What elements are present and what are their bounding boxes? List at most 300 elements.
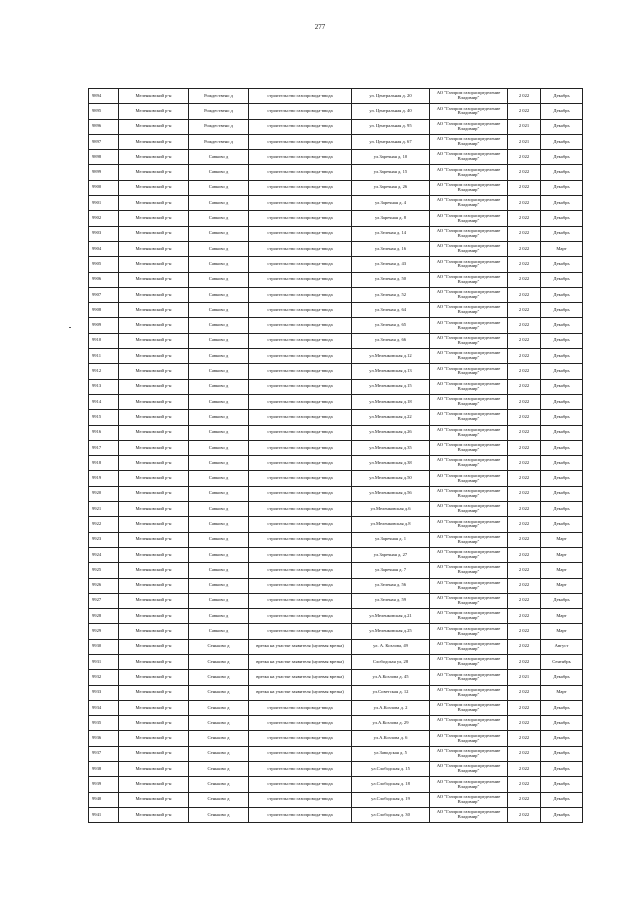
month-cell: Декабрь (541, 700, 583, 715)
locality-cell: Савково д (189, 364, 249, 379)
year-cell: 2 022 (508, 486, 541, 501)
locality-cell: Савково д (189, 624, 249, 639)
district-cell: Меленковский р-н (119, 349, 189, 364)
row-number: 9928 (89, 609, 119, 624)
district-cell: Меленковский р-н (119, 104, 189, 119)
locality-cell: Савково д (189, 303, 249, 318)
month-cell: Март (541, 547, 583, 562)
table-row (89, 150, 583, 165)
month-cell: Декабрь (541, 165, 583, 180)
year-cell: 2 022 (508, 731, 541, 746)
table-row (89, 731, 583, 746)
organization-cell: АО "Газпром газораспределение Владимир" (430, 593, 508, 608)
table-row (89, 349, 583, 364)
address-cell: ул.Заречная д. 27 (352, 547, 430, 562)
table-row (89, 104, 583, 119)
locality-cell: Сеньково д (189, 700, 249, 715)
row-number: 9940 (89, 792, 119, 807)
year-cell: 2 022 (508, 654, 541, 669)
organization-cell: АО "Газпром газораспределение Владимир" (430, 180, 508, 195)
work-type-cell: строительство газопровода-ввода (249, 517, 352, 532)
address-cell: ул.Слободская д. 15 (352, 762, 430, 777)
month-cell: Декабрь (541, 517, 583, 532)
locality-cell: Савково д (189, 180, 249, 195)
address-cell: ул.Заречная д. 8 (352, 211, 430, 226)
organization-cell: АО "Газпром газораспределение Владимир" (430, 670, 508, 685)
month-cell: Декабрь (541, 746, 583, 761)
table-row (89, 257, 583, 272)
organization-cell: АО "Газпром газораспределение Владимир" (430, 318, 508, 333)
work-type-cell: строительство газопровода-ввода (249, 578, 352, 593)
month-cell: Март (541, 241, 583, 256)
organization-cell: АО "Газпром газораспределение Владимир" (430, 792, 508, 807)
work-type-cell: строительство газопровода-ввода (249, 502, 352, 517)
table-row (89, 517, 583, 532)
address-cell: ул.Заречная д. 7 (352, 563, 430, 578)
address-cell: ул.Меленковская д.35 (352, 440, 430, 455)
year-cell: 2 022 (508, 333, 541, 348)
district-cell: Меленковский р-н (119, 486, 189, 501)
row-number: 9900 (89, 180, 119, 195)
table-row (89, 532, 583, 547)
district-cell: Меленковский р-н (119, 303, 189, 318)
locality-cell: Савково д (189, 226, 249, 241)
table-row (89, 226, 583, 241)
locality-cell: Савково д (189, 471, 249, 486)
month-cell: Декабрь (541, 150, 583, 165)
address-cell: ул.Заречная д. 10 (352, 150, 430, 165)
locality-cell: Савково д (189, 150, 249, 165)
district-cell: Меленковский р-н (119, 272, 189, 287)
table-row (89, 196, 583, 211)
work-type-cell: строительство газопровода-ввода (249, 303, 352, 318)
table-row (89, 318, 583, 333)
address-cell: ул.Меленковская д.38 (352, 456, 430, 471)
table-row (89, 456, 583, 471)
table-row (89, 119, 583, 134)
month-cell: Декабрь (541, 180, 583, 195)
locality-cell: Савково д (189, 394, 249, 409)
address-cell: ул.Меленковская д.25 (352, 624, 430, 639)
month-cell: Декабрь (541, 196, 583, 211)
address-cell: ул.Заречная д. 1 (352, 532, 430, 547)
month-cell: Март (541, 578, 583, 593)
district-cell: Меленковский р-н (119, 807, 189, 822)
organization-cell: АО "Газпром газораспределение Владимир" (430, 517, 508, 532)
organization-cell: АО "Газпром газораспределение Владимир" (430, 287, 508, 302)
district-cell: Меленковский р-н (119, 196, 189, 211)
work-type-cell: строительство газопровода-ввода (249, 364, 352, 379)
row-number: 9938 (89, 762, 119, 777)
locality-cell: Сеньково д (189, 746, 249, 761)
address-cell: ул.Заводская д. 5 (352, 746, 430, 761)
work-type-cell: строительство газопровода-ввода (249, 287, 352, 302)
district-cell: Меленковский р-н (119, 762, 189, 777)
month-cell: Декабрь (541, 716, 583, 731)
month-cell: Декабрь (541, 272, 583, 287)
row-number: 9910 (89, 333, 119, 348)
organization-cell: АО "Газпром газораспределение Владимир" (430, 272, 508, 287)
address-cell: ул.Меленковская д.50 (352, 471, 430, 486)
row-number: 9917 (89, 440, 119, 455)
year-cell: 2 022 (508, 318, 541, 333)
row-number: 9912 (89, 364, 119, 379)
row-number: 9932 (89, 670, 119, 685)
work-type-cell: строительство газопровода-ввода (249, 104, 352, 119)
scan-speck (69, 327, 71, 328)
year-cell: 2 022 (508, 777, 541, 792)
address-cell: ул.Меленковская д.8 (352, 517, 430, 532)
locality-cell: Сеньково д (189, 716, 249, 731)
month-cell: Декабрь (541, 762, 583, 777)
organization-cell: АО "Газпром газораспределение Владимир" (430, 700, 508, 715)
work-type-cell: строительство газопровода-ввода (249, 425, 352, 440)
year-cell: 2 022 (508, 104, 541, 119)
organization-cell: АО "Газпром газораспределение Владимир" (430, 303, 508, 318)
work-type-cell: строительство газопровода-ввода (249, 318, 352, 333)
row-number: 9926 (89, 578, 119, 593)
table-row (89, 578, 583, 593)
organization-cell: АО "Газпром газораспределение Владимир" (430, 410, 508, 425)
row-number: 9904 (89, 241, 119, 256)
work-type-cell: строительство газопровода-ввода (249, 410, 352, 425)
month-cell: Март (541, 563, 583, 578)
month-cell: Декабрь (541, 394, 583, 409)
organization-cell: АО "Газпром газораспределение Владимир" (430, 257, 508, 272)
table-row (89, 716, 583, 731)
organization-cell: АО "Газпром газораспределение Владимир" (430, 609, 508, 624)
organization-cell: АО "Газпром газораспределение Владимир" (430, 716, 508, 731)
work-type-cell: строительство газопровода-ввода (249, 241, 352, 256)
row-number: 9937 (89, 746, 119, 761)
address-cell: ул.А.Козлова д. 6 (352, 731, 430, 746)
work-type-cell: строительство газопровода-ввода (249, 563, 352, 578)
district-cell: Меленковский р-н (119, 502, 189, 517)
organization-cell: АО "Газпром газораспределение Владимир" (430, 502, 508, 517)
row-number: 9930 (89, 639, 119, 654)
year-cell: 2 022 (508, 746, 541, 761)
year-cell: 2 022 (508, 165, 541, 180)
locality-cell: Савково д (189, 333, 249, 348)
work-type-cell: строительство газопровода-ввода (249, 134, 352, 149)
district-cell: Меленковский р-н (119, 211, 189, 226)
locality-cell: Савково д (189, 609, 249, 624)
table-row (89, 333, 583, 348)
district-cell: Меленковский р-н (119, 226, 189, 241)
month-cell: Декабрь (541, 303, 583, 318)
year-cell: 2 022 (508, 502, 541, 517)
year-cell: 2 022 (508, 762, 541, 777)
row-number: 9902 (89, 211, 119, 226)
organization-cell: АО "Газпром газораспределение Владимир" (430, 196, 508, 211)
address-cell: Слободская ул, 28 (352, 654, 430, 669)
month-cell: Март (541, 685, 583, 700)
year-cell: 2 022 (508, 440, 541, 455)
district-cell: Меленковский р-н (119, 685, 189, 700)
row-number: 9903 (89, 226, 119, 241)
row-number: 9918 (89, 456, 119, 471)
address-cell: ул.Меленковская д.21 (352, 609, 430, 624)
table-row (89, 440, 583, 455)
locality-cell: Савково д (189, 486, 249, 501)
work-type-cell: строительство газопровода-ввода (249, 196, 352, 211)
year-cell: 2 022 (508, 578, 541, 593)
locality-cell: Савково д (189, 517, 249, 532)
address-cell: ул.А.Козлова д. 45 (352, 670, 430, 685)
work-type-cell: строительство газопровода-ввода (249, 624, 352, 639)
row-number: 9931 (89, 654, 119, 669)
organization-cell: АО "Газпром газораспределение Владимир" (430, 563, 508, 578)
year-cell: 2 022 (508, 807, 541, 822)
address-cell: ул.Меленковская д.12 (352, 349, 430, 364)
organization-cell: АО "Газпром газораспределение Владимир" (430, 762, 508, 777)
organization-cell: АО "Газпром газораспределение Владимир" (430, 486, 508, 501)
table-row (89, 777, 583, 792)
table-row (89, 211, 583, 226)
work-type-cell: строительство газопровода-ввода (249, 89, 352, 104)
organization-cell: АО "Газпром газораспределение Владимир" (430, 532, 508, 547)
organization-cell: АО "Газпром газораспределение Владимир" (430, 639, 508, 654)
organization-cell: АО "Газпром газораспределение Владимир" (430, 746, 508, 761)
district-cell: Меленковский р-н (119, 89, 189, 104)
organization-cell: АО "Газпром газораспределение Владимир" (430, 425, 508, 440)
locality-cell: Савково д (189, 379, 249, 394)
table-row (89, 272, 583, 287)
district-cell: Меленковский р-н (119, 410, 189, 425)
month-cell: Сентябрь (541, 654, 583, 669)
district-cell: Меленковский р-н (119, 425, 189, 440)
district-cell: Меленковский р-н (119, 333, 189, 348)
year-cell: 2 022 (508, 593, 541, 608)
locality-cell: Сеньково д (189, 731, 249, 746)
year-cell: 2 022 (508, 257, 541, 272)
locality-cell: Сеньково д (189, 777, 249, 792)
table-row (89, 685, 583, 700)
locality-cell: Савково д (189, 578, 249, 593)
month-cell: Март (541, 532, 583, 547)
work-type-cell: строительство газопровода-ввода (249, 731, 352, 746)
table-row (89, 364, 583, 379)
district-cell: Меленковский р-н (119, 471, 189, 486)
table-row (89, 563, 583, 578)
address-cell: ул. Центральная д. 40 (352, 104, 430, 119)
organization-cell: АО "Газпром газораспределение Владимир" (430, 165, 508, 180)
work-type-cell: строительство газопровода-ввода (249, 180, 352, 195)
year-cell: 2 022 (508, 639, 541, 654)
address-cell: ул. Центральная д. 67 (352, 134, 430, 149)
table-row (89, 134, 583, 149)
district-cell: Меленковский р-н (119, 257, 189, 272)
organization-cell: АО "Газпром газораспределение Владимир" (430, 685, 508, 700)
page-number: 277 (314, 23, 326, 31)
locality-cell: Рождествено д (189, 134, 249, 149)
district-cell: Меленковский р-н (119, 578, 189, 593)
organization-cell: АО "Газпром газораспределение Владимир" (430, 241, 508, 256)
row-number: 9929 (89, 624, 119, 639)
locality-cell: Савково д (189, 241, 249, 256)
district-cell: Меленковский р-н (119, 624, 189, 639)
district-cell: Меленковский р-н (119, 119, 189, 134)
work-type-cell: врезка на участке заявителя (нулевая врезка) (249, 685, 352, 700)
locality-cell: Савково д (189, 318, 249, 333)
address-cell: ул.Зеленая д. 59 (352, 593, 430, 608)
district-cell: Меленковский р-н (119, 609, 189, 624)
district-cell: Меленковский р-н (119, 287, 189, 302)
address-cell: ул. Центральная д. 20 (352, 89, 430, 104)
table-row (89, 287, 583, 302)
year-cell: 2 022 (508, 471, 541, 486)
month-cell: Декабрь (541, 333, 583, 348)
district-cell: Меленковский р-н (119, 394, 189, 409)
year-cell: 2 022 (508, 89, 541, 104)
row-number: 9919 (89, 471, 119, 486)
month-cell: Декабрь (541, 119, 583, 134)
table-row (89, 502, 583, 517)
row-number: 9941 (89, 807, 119, 822)
year-cell: 2 022 (508, 517, 541, 532)
year-cell: 2 022 (508, 410, 541, 425)
locality-cell: Савково д (189, 425, 249, 440)
locality-cell: Рождествено д (189, 104, 249, 119)
district-cell: Меленковский р-н (119, 456, 189, 471)
organization-cell: АО "Газпром газораспределение Владимир" (430, 624, 508, 639)
work-type-cell: строительство газопровода-ввода (249, 547, 352, 562)
address-cell: ул.Зеленая д. 14 (352, 226, 430, 241)
address-cell: ул.Зеленая д. 52 (352, 287, 430, 302)
year-cell: 2 022 (508, 241, 541, 256)
locality-cell: Сеньково д (189, 762, 249, 777)
locality-cell: Савково д (189, 272, 249, 287)
organization-cell: АО "Газпром газораспределение Владимир" (430, 226, 508, 241)
locality-cell: Сеньково д (189, 670, 249, 685)
row-number: 9894 (89, 89, 119, 104)
table-row (89, 624, 583, 639)
district-cell: Меленковский р-н (119, 731, 189, 746)
row-number: 9906 (89, 272, 119, 287)
district-cell: Меленковский р-н (119, 440, 189, 455)
year-cell: 2 022 (508, 349, 541, 364)
work-type-cell: строительство газопровода-ввода (249, 119, 352, 134)
table-row (89, 670, 583, 685)
row-number: 9924 (89, 547, 119, 562)
locality-cell: Сеньково д (189, 792, 249, 807)
work-type-cell: строительство газопровода-ввода (249, 593, 352, 608)
month-cell: Декабрь (541, 670, 583, 685)
locality-cell: Савково д (189, 547, 249, 562)
row-number: 9911 (89, 349, 119, 364)
table-row (89, 807, 583, 822)
work-type-cell: строительство газопровода-ввода (249, 807, 352, 822)
organization-cell: АО "Газпром газораспределение Владимир" (430, 104, 508, 119)
work-type-cell: строительство газопровода-ввода (249, 532, 352, 547)
organization-cell: АО "Газпром газораспределение Владимир" (430, 394, 508, 409)
table-row (89, 593, 583, 608)
gasification-schedule-table (88, 88, 583, 823)
organization-cell: АО "Газпром газораспределение Владимир" (430, 547, 508, 562)
year-cell: 2 022 (508, 685, 541, 700)
row-number: 9927 (89, 593, 119, 608)
organization-cell: АО "Газпром газораспределение Владимир" (430, 456, 508, 471)
row-number: 9909 (89, 318, 119, 333)
address-cell: ул. А. Козлова, 49 (352, 639, 430, 654)
table-row (89, 762, 583, 777)
row-number: 9905 (89, 257, 119, 272)
row-number: 9895 (89, 104, 119, 119)
organization-cell: АО "Газпром газораспределение Владимир" (430, 777, 508, 792)
month-cell: Декабрь (541, 456, 583, 471)
organization-cell: АО "Газпром газораспределение Владимир" (430, 349, 508, 364)
address-cell: ул.Слободская д. 30 (352, 807, 430, 822)
district-cell: Меленковский р-н (119, 532, 189, 547)
work-type-cell: строительство газопровода-ввода (249, 394, 352, 409)
row-number: 9934 (89, 700, 119, 715)
year-cell: 2 022 (508, 425, 541, 440)
row-number: 9923 (89, 532, 119, 547)
locality-cell: Сеньково д (189, 639, 249, 654)
row-number: 9925 (89, 563, 119, 578)
table-row (89, 180, 583, 195)
row-number: 9901 (89, 196, 119, 211)
district-cell: Меленковский р-н (119, 180, 189, 195)
address-cell: ул.Заречная д. 4 (352, 196, 430, 211)
district-cell: Меленковский р-н (119, 746, 189, 761)
table-row (89, 700, 583, 715)
organization-cell: АО "Газпром газораспределение Владимир" (430, 364, 508, 379)
address-cell: ул.Зеленая д. 66 (352, 333, 430, 348)
month-cell: Декабрь (541, 486, 583, 501)
locality-cell: Савково д (189, 502, 249, 517)
locality-cell: Савково д (189, 410, 249, 425)
locality-cell: Сеньково д (189, 685, 249, 700)
address-cell: ул.Заречная д. 15 (352, 165, 430, 180)
work-type-cell: строительство газопровода-ввода (249, 211, 352, 226)
work-type-cell: врезка на участке заявителя (нулевая врезка) (249, 654, 352, 669)
table-row (89, 654, 583, 669)
district-cell: Меленковский р-н (119, 777, 189, 792)
address-cell: ул.Зеленая д. 50 (352, 272, 430, 287)
work-type-cell: строительство газопровода-ввода (249, 349, 352, 364)
locality-cell: Сеньково д (189, 654, 249, 669)
year-cell: 2 022 (508, 716, 541, 731)
year-cell: 2 022 (508, 364, 541, 379)
month-cell: Март (541, 624, 583, 639)
table-row (89, 425, 583, 440)
address-cell: ул.Советская д. 12 (352, 685, 430, 700)
table-row (89, 303, 583, 318)
work-type-cell: строительство газопровода-ввода (249, 165, 352, 180)
table-row (89, 792, 583, 807)
table-row (89, 639, 583, 654)
year-cell: 2 022 (508, 303, 541, 318)
table-row (89, 486, 583, 501)
district-cell: Меленковский р-н (119, 593, 189, 608)
table-row (89, 89, 583, 104)
locality-cell: Савково д (189, 287, 249, 302)
organization-cell: АО "Газпром газораспределение Владимир" (430, 89, 508, 104)
month-cell: Декабрь (541, 364, 583, 379)
table-body (89, 89, 583, 823)
work-type-cell: строительство газопровода-ввода (249, 700, 352, 715)
work-type-cell: строительство газопровода-ввода (249, 609, 352, 624)
organization-cell: АО "Газпром газораспределение Владимир" (430, 119, 508, 134)
table-row (89, 471, 583, 486)
address-cell: ул.Меленковская д.15 (352, 379, 430, 394)
locality-cell: Савково д (189, 211, 249, 226)
work-type-cell: строительство газопровода-ввода (249, 150, 352, 165)
district-cell: Меленковский р-н (119, 700, 189, 715)
district-cell: Меленковский р-н (119, 364, 189, 379)
locality-cell: Савково д (189, 532, 249, 547)
